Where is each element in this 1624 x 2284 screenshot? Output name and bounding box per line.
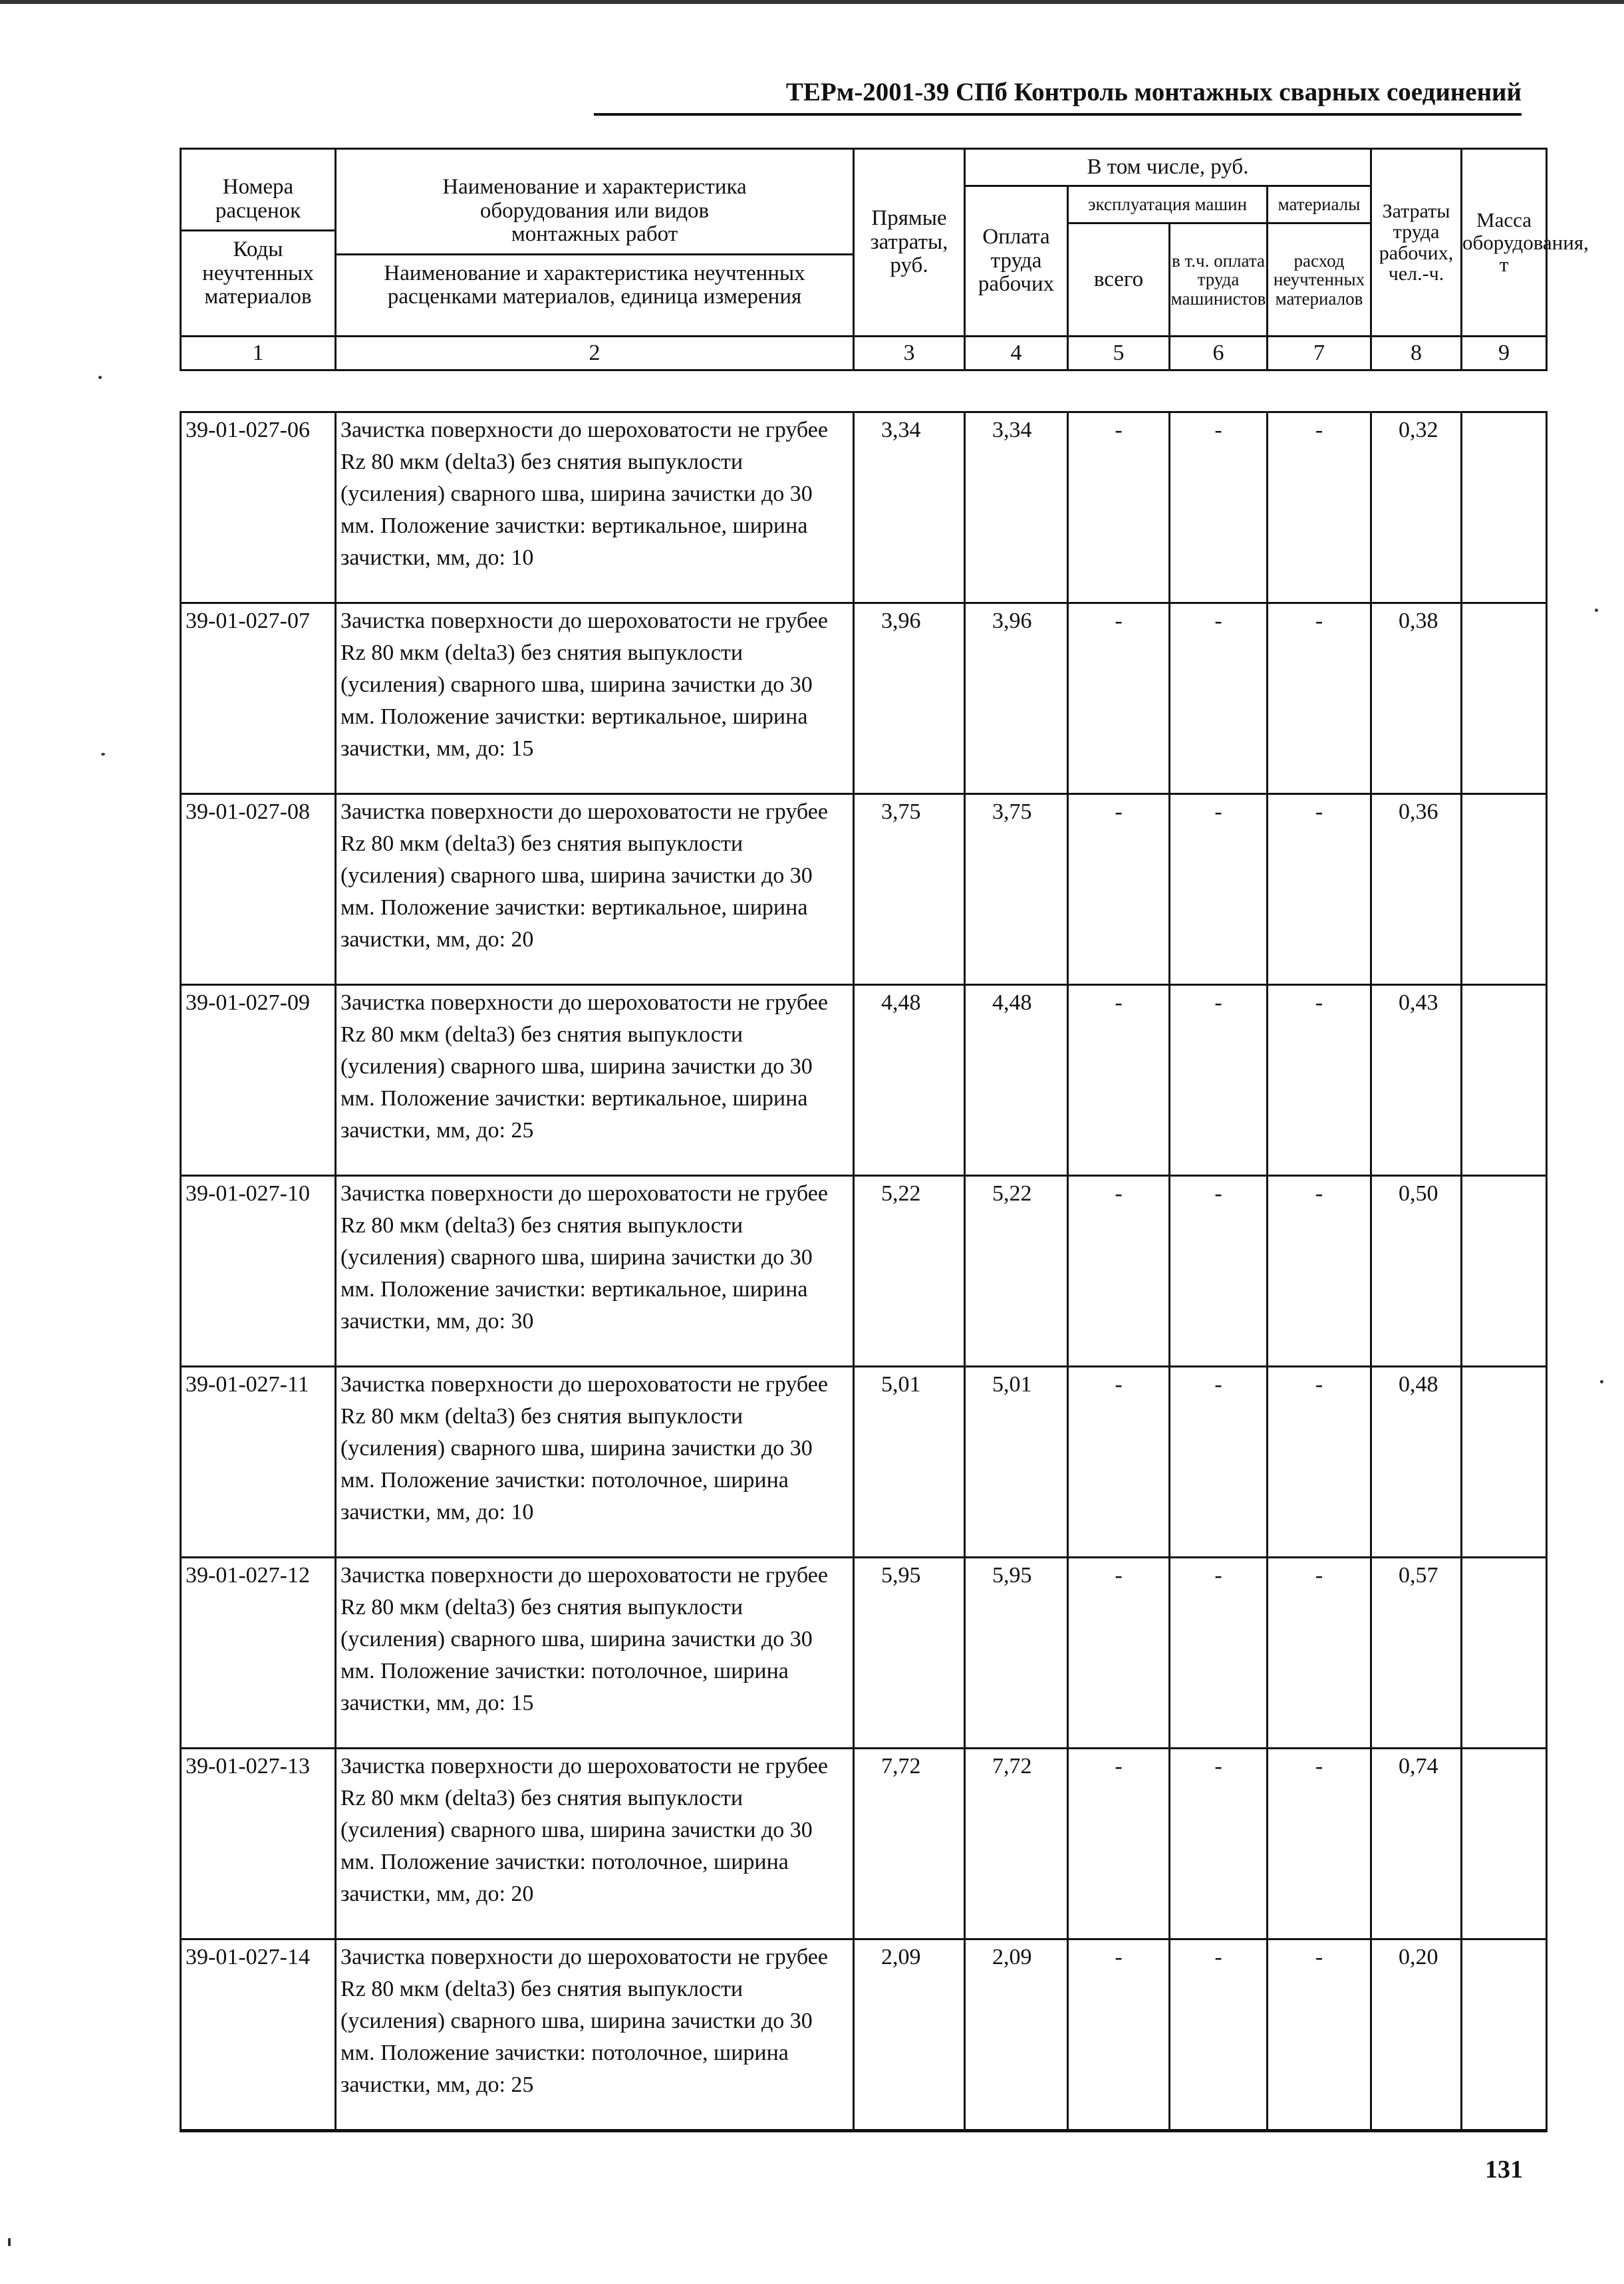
header-divider — [182, 229, 335, 233]
materials-value: - — [1268, 985, 1371, 1176]
table-row — [181, 1558, 1547, 1749]
operator-pay-value: - — [1170, 1176, 1268, 1367]
header-labor-hours: Затраты труда рабочих, чел.-ч. — [1371, 149, 1462, 337]
table-row — [181, 985, 1547, 1176]
rate-code: 39-01-027-07 — [181, 603, 336, 794]
worker-pay-value: 3,96 — [965, 603, 1068, 794]
rate-code: 39-01-027-11 — [181, 1367, 336, 1558]
rate-code: 39-01-027-13 — [181, 1749, 336, 1939]
work-description: Зачистка поверхности до шероховатости не грубее Rz 80 мкм (delta3) без снятия выпуклости (усиления) сварного шва, ширина зачистки до 30 мм. Положение зачистки: вертикальное, ширина зачистки, мм, до: 20 — [336, 794, 854, 985]
materials-value: - — [1268, 412, 1371, 603]
machines-total-value: - — [1068, 1749, 1170, 1939]
direct-costs-value: 2,09 — [854, 1939, 965, 2131]
operator-pay-value: - — [1170, 603, 1268, 794]
machines-total-value: - — [1068, 1176, 1170, 1367]
machines-total-value: - — [1068, 603, 1170, 794]
labor-hours-value: 0,74 — [1371, 1749, 1462, 1939]
work-description: Зачистка поверхности до шероховатости не грубее Rz 80 мкм (delta3) без снятия выпуклости (усиления) сварного шва, ширина зачистки до 30 мм. Положение зачистки: вертикальное, ширина зачистки, мм, до: 25 — [336, 985, 854, 1176]
column-number: 8 — [1371, 337, 1462, 370]
materials-value: - — [1268, 1367, 1371, 1558]
header-operator-pay: в т.ч. оплата труда машинистов — [1170, 223, 1268, 337]
header-work-name: Наименование и характеристика оборудования или видов монтажных работ — [442, 174, 747, 247]
labor-hours-value: 0,57 — [1371, 1558, 1462, 1749]
rate-code: 39-01-027-10 — [181, 1176, 336, 1367]
worker-pay-value: 2,09 — [965, 1939, 1068, 2131]
worker-pay-value: 7,72 — [965, 1749, 1068, 1939]
header-names — [336, 149, 854, 337]
work-description: Зачистка поверхности до шероховатости не грубее Rz 80 мкм (delta3) без снятия выпуклости (усиления) сварного шва, ширина зачистки до 30 мм. Положение зачистки: вертикальное, ширина зачистки, мм, до: 15 — [336, 603, 854, 794]
mass-value — [1462, 1176, 1547, 1367]
labor-hours-value: 0,20 — [1371, 1939, 1462, 2131]
direct-costs-value: 7,72 — [854, 1749, 965, 1939]
labor-hours-value: 0,50 — [1371, 1176, 1462, 1367]
header-machines-total: всего — [1068, 223, 1170, 337]
column-number: 5 — [1068, 337, 1170, 370]
materials-value: - — [1268, 1558, 1371, 1749]
worker-pay-value: 3,34 — [965, 412, 1068, 603]
operator-pay-value: - — [1170, 1367, 1268, 1558]
operator-pay-value: - — [1170, 985, 1268, 1176]
table-row — [181, 1367, 1547, 1558]
scan-edge — [0, 0, 1624, 4]
header-group-main: В том числе, руб. — [965, 149, 1371, 186]
direct-costs-value: 3,34 — [854, 412, 965, 603]
header-material-codes: Коды неучтенных материалов — [202, 237, 314, 309]
header-group-machines: эксплуатация машин — [1068, 186, 1268, 223]
materials-value: - — [1268, 794, 1371, 985]
table-row — [181, 603, 1547, 794]
work-description: Зачистка поверхности до шероховатости не грубее Rz 80 мкм (delta3) без снятия выпуклости (усиления) сварного шва, ширина зачистки до 30 мм. Положение зачистки: потолочное, ширина зачистки, мм, до: 15 — [336, 1558, 854, 1749]
table-row — [181, 1176, 1547, 1367]
worker-pay-value: 5,22 — [965, 1176, 1068, 1367]
table-header — [180, 148, 1589, 371]
labor-hours-value: 0,38 — [1371, 603, 1462, 794]
column-number: 1 — [181, 337, 336, 370]
page-title: ТЕРм-2001-39 СПб Контроль монтажных сварных соединений — [594, 72, 1522, 116]
header-divider — [337, 253, 853, 257]
mass-value — [1462, 1558, 1547, 1749]
table-row — [181, 794, 1547, 985]
scan-speck — [1595, 609, 1598, 612]
rate-code: 39-01-027-06 — [181, 412, 336, 603]
work-description: Зачистка поверхности до шероховатости не грубее Rz 80 мкм (delta3) без снятия выпуклости (усиления) сварного шва, ширина зачистки до 30 мм. Положение зачистки: вертикальное, ширина зачистки, мм, до: 10 — [336, 412, 854, 603]
mass-value — [1462, 794, 1547, 985]
machines-total-value: - — [1068, 794, 1170, 985]
rate-code: 39-01-027-09 — [181, 985, 336, 1176]
rate-code: 39-01-027-12 — [181, 1558, 336, 1749]
materials-value: - — [1268, 1176, 1371, 1367]
table-row — [181, 1939, 1547, 2131]
materials-value: - — [1268, 1939, 1371, 2131]
header-group-materials: материалы — [1268, 186, 1371, 223]
labor-hours-value: 0,36 — [1371, 794, 1462, 985]
mass-value — [1462, 1749, 1547, 1939]
operator-pay-value: - — [1170, 1558, 1268, 1749]
header-direct-costs: Прямые затраты, руб. — [854, 149, 965, 337]
labor-hours-value: 0,43 — [1371, 985, 1462, 1176]
mass-value — [1462, 603, 1547, 794]
column-number: 9 — [1462, 337, 1547, 370]
operator-pay-value: - — [1170, 1939, 1268, 2131]
work-description: Зачистка поверхности до шероховатости не грубее Rz 80 мкм (delta3) без снятия выпуклости (усиления) сварного шва, ширина зачистки до 30 мм. Положение зачистки: потолочное, ширина зачистки, мм, до: 10 — [336, 1367, 854, 1558]
direct-costs-value: 5,01 — [854, 1367, 965, 1558]
machines-total-value: - — [1068, 412, 1170, 603]
work-description: Зачистка поверхности до шероховатости не грубее Rz 80 мкм (delta3) без снятия выпуклости (усиления) сварного шва, ширина зачистки до 30 мм. Положение зачистки: потолочное, ширина зачистки, мм, до: 25 — [336, 1939, 854, 2131]
column-number: 2 — [336, 337, 854, 370]
operator-pay-value: - — [1170, 412, 1268, 603]
scan-speck — [98, 376, 102, 379]
header-worker-pay: Оплата труда рабочих — [965, 186, 1068, 337]
table-body — [181, 412, 1547, 2131]
materials-value: - — [1268, 603, 1371, 794]
rate-code: 39-01-027-08 — [181, 794, 336, 985]
rate-code: 39-01-027-14 — [181, 1939, 336, 2131]
scan-speck — [101, 753, 105, 756]
header-codes — [181, 149, 336, 337]
worker-pay-value: 5,95 — [965, 1558, 1068, 1749]
worker-pay-value: 5,01 — [965, 1367, 1068, 1558]
operator-pay-value: - — [1170, 794, 1268, 985]
work-description: Зачистка поверхности до шероховатости не грубее Rz 80 мкм (delta3) без снятия выпуклости (усиления) сварного шва, ширина зачистки до 30 мм. Положение зачистки: вертикальное, ширина зачистки, мм, до: 30 — [336, 1176, 854, 1367]
operator-pay-value: - — [1170, 1749, 1268, 1939]
header-rate-numbers: Номера расценок — [215, 174, 301, 223]
rates-table — [180, 411, 1548, 2132]
mass-value — [1462, 1939, 1547, 2131]
machines-total-value: - — [1068, 1367, 1170, 1558]
column-number: 3 — [854, 337, 965, 370]
page-number: 131 — [1485, 2156, 1523, 2184]
scan-speck — [8, 2238, 11, 2246]
mass-value — [1462, 985, 1547, 1176]
direct-costs-value: 4,48 — [854, 985, 965, 1176]
worker-pay-value: 4,48 — [965, 985, 1068, 1176]
direct-costs-value: 3,75 — [854, 794, 965, 985]
direct-costs-value: 3,96 — [854, 603, 965, 794]
column-number: 4 — [965, 337, 1068, 370]
scan-speck — [1600, 1380, 1603, 1383]
table-row — [181, 1749, 1547, 1939]
direct-costs-value: 5,95 — [854, 1558, 965, 1749]
worker-pay-value: 3,75 — [965, 794, 1068, 985]
header-mass: Масса оборудования, т — [1462, 149, 1547, 337]
mass-value — [1462, 412, 1547, 603]
machines-total-value: - — [1068, 1939, 1170, 2131]
column-number: 6 — [1170, 337, 1268, 370]
work-description: Зачистка поверхности до шероховатости не грубее Rz 80 мкм (delta3) без снятия выпуклости (усиления) сварного шва, ширина зачистки до 30 мм. Положение зачистки: потолочное, ширина зачистки, мм, до: 20 — [336, 1749, 854, 1939]
machines-total-value: - — [1068, 985, 1170, 1176]
labor-hours-value: 0,48 — [1371, 1367, 1462, 1558]
mass-value — [1462, 1367, 1547, 1558]
header-unaccounted-materials: расход неучтенных материалов — [1268, 223, 1371, 337]
header-material-name: Наименование и характеристика неучтенных расценками материалов, единица измерения — [384, 261, 805, 309]
labor-hours-value: 0,32 — [1371, 412, 1462, 603]
machines-total-value: - — [1068, 1558, 1170, 1749]
direct-costs-value: 5,22 — [854, 1176, 965, 1367]
materials-value: - — [1268, 1749, 1371, 1939]
table-row — [181, 412, 1547, 603]
column-number: 7 — [1268, 337, 1371, 370]
